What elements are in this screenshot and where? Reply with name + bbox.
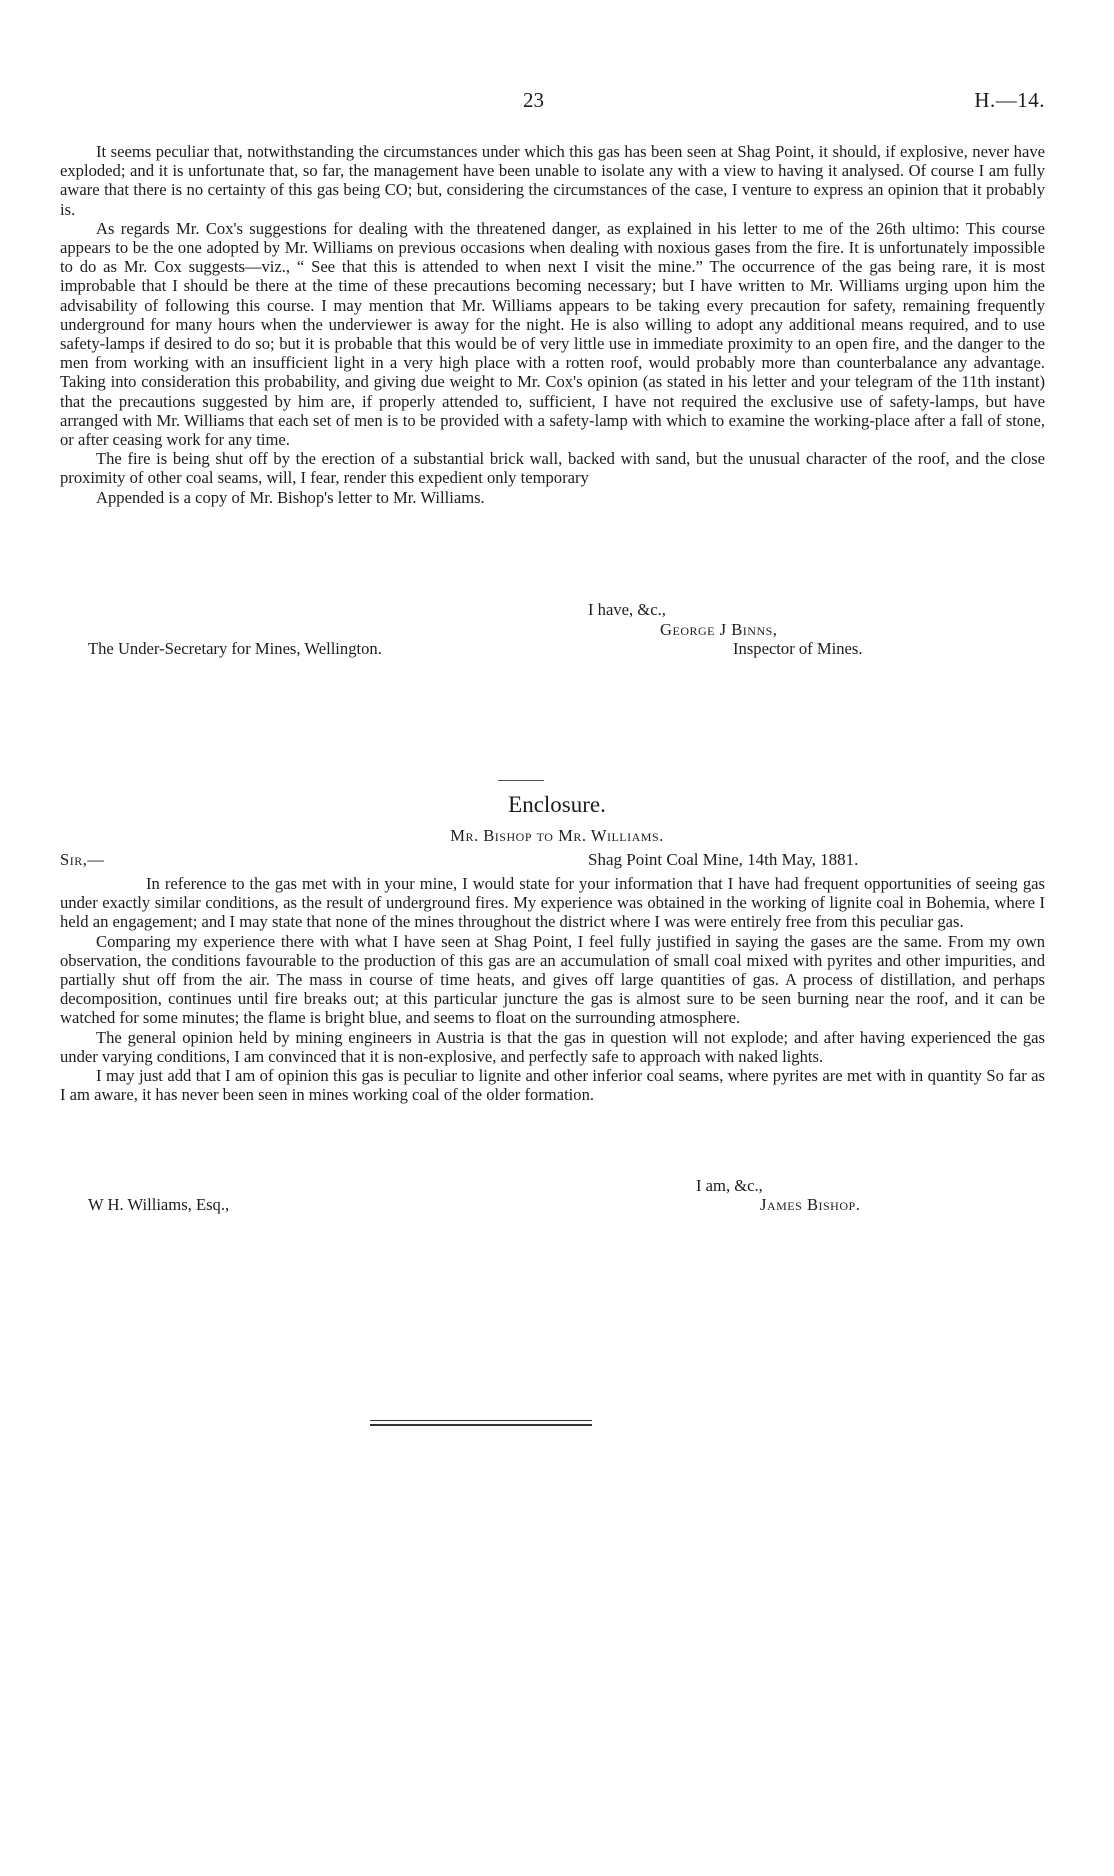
enclosure-body — [60, 874, 1045, 1104]
enclosure-heading: Enclosure. — [508, 792, 606, 817]
report-body — [60, 142, 1045, 507]
enclosure-addressee: W H. Williams, Esq., — [88, 1195, 230, 1214]
paragraph: The general opinion held by mining engineers in Austria is that the gas in question will not explode; and after having experienced the gas under varying conditions, I am convinced that it is non-explosive, and perfectly safe to approach with naked lights. — [60, 1027, 1045, 1066]
letter-dateline: Shag Point Coal Mine, 14th May, 1881. — [588, 850, 859, 869]
enclosure-signature: James Bishop. — [760, 1195, 861, 1214]
signatory-name: George J Binns, — [660, 620, 778, 639]
letter-closing: I have, &c., — [588, 600, 666, 619]
end-rule — [370, 1420, 592, 1421]
paragraph: It seems peculiar that, notwithstanding the circumstances under which this gas has been seen at Shag Point, it should, if explosive, never have exploded; and it is unfortunate that, so far, the management have been unable to isolate any with a view to having it analysed. Of course I am fully aware that there is no certainty of this gas being CO; but, considering the circumstances of the case, I venture to express an opinion that it probably is. — [60, 142, 1045, 219]
signatory-title: Inspector of Mines. — [733, 639, 863, 658]
page-header — [60, 88, 1045, 118]
paragraph: In reference to the gas met with in your mine, I would state for your information that I have had frequent opportunities of seeing gas under exactly similar conditions, as the result of underground fires. My experience was obtained in the working of lignite coal in Bohemia, where I held an engagement; and I may state that none of the mines throughout the district where I was were entirely free from this peculiar gas. — [60, 874, 1045, 932]
salutation: Sir,— — [60, 850, 105, 869]
enclosure-subheading: Mr. Bishop to Mr. Williams. — [450, 826, 664, 845]
page-number: 23 — [523, 88, 544, 112]
paragraph: The fire is being shut off by the erection of a substantial brick wall, backed with sand, but the unusual character of the roof, and the close proximity of other coal seams, will, I fear, render this expedient only temporary — [60, 449, 1045, 488]
paragraph: As regards Mr. Cox's suggestions for dealing with the threatened danger, as explained in his letter to me of the 26th ultimo: This course appears to be the one adopted by Mr. Williams on previous occasions when dealing with noxious gases from the fire. It is unfortunately impossible to do as Mr. Cox suggests—viz., “ See that this is attended to when next I visit the mine.” The occurrence of the gas being rare, it is most improbable that I should be there at the time of these precautions becoming necessary; but I have written to Mr. Williams urging upon him the advisability of following this course. I may mention that Mr. Williams appears to be taking every precaution for safety, remaining frequently underground for many hours when the underviewer is away for the night. He is also willing to adopt any additional means required, and to use safety-lamps if desired to do so; but it is probable that this would be of very little use in immediate proximity to an open fire, and the danger to the men from working with an insufficient light in a very high place with a rotten roof, would probably more than counterbalance any advantage. Taking into consideration this probability, and giving due weight to Mr. Cox's opinion (as stated in his letter and your telegram of the 11th instant) that the precautions suggested by him are, if properly attended to, sufficient, I have not required the exclusive use of safety-lamps, but have arranged with Mr. Williams that each set of men is to be provided with a safety-lamp with which to examine the working-place after a fall of stone, or after ceasing work for any time. — [60, 218, 1045, 450]
page-reference: H.—14. — [974, 88, 1045, 112]
paragraph: Appended is a copy of Mr. Bishop's letter to Mr. Williams. — [96, 487, 485, 507]
end-rule — [370, 1424, 592, 1426]
enclosure-closing: I am, &c., — [696, 1176, 763, 1195]
letter-addressee: The Under-Secretary for Mines, Wellington. — [88, 639, 382, 658]
paragraph: Comparing my experience there with what I have seen at Shag Point, I feel fully justified in saying the gases are the same. From my own observation, the conditions favourable to the production of this gas are an accumulation of small coal mixed with pyrites and other impurities, and partially shut off from the air. The mass in course of time heats, and gives off large quantities of gas. A process of distillation, and perhaps decomposition, continues until fire breaks out; at this particular juncture the gas is almost sure to be seen burning near the roof, and it can be watched for some minutes; the flame is bright blue, and seems to float on the surrounding atmosphere. — [60, 931, 1045, 1028]
paragraph: I may just add that I am of opinion this gas is peculiar to lignite and other inferior coal seams, where pyrites are met with in quantity So far as I am aware, it has never been seen in mines working coal of the older formation. — [60, 1066, 1045, 1105]
section-divider — [498, 780, 544, 781]
